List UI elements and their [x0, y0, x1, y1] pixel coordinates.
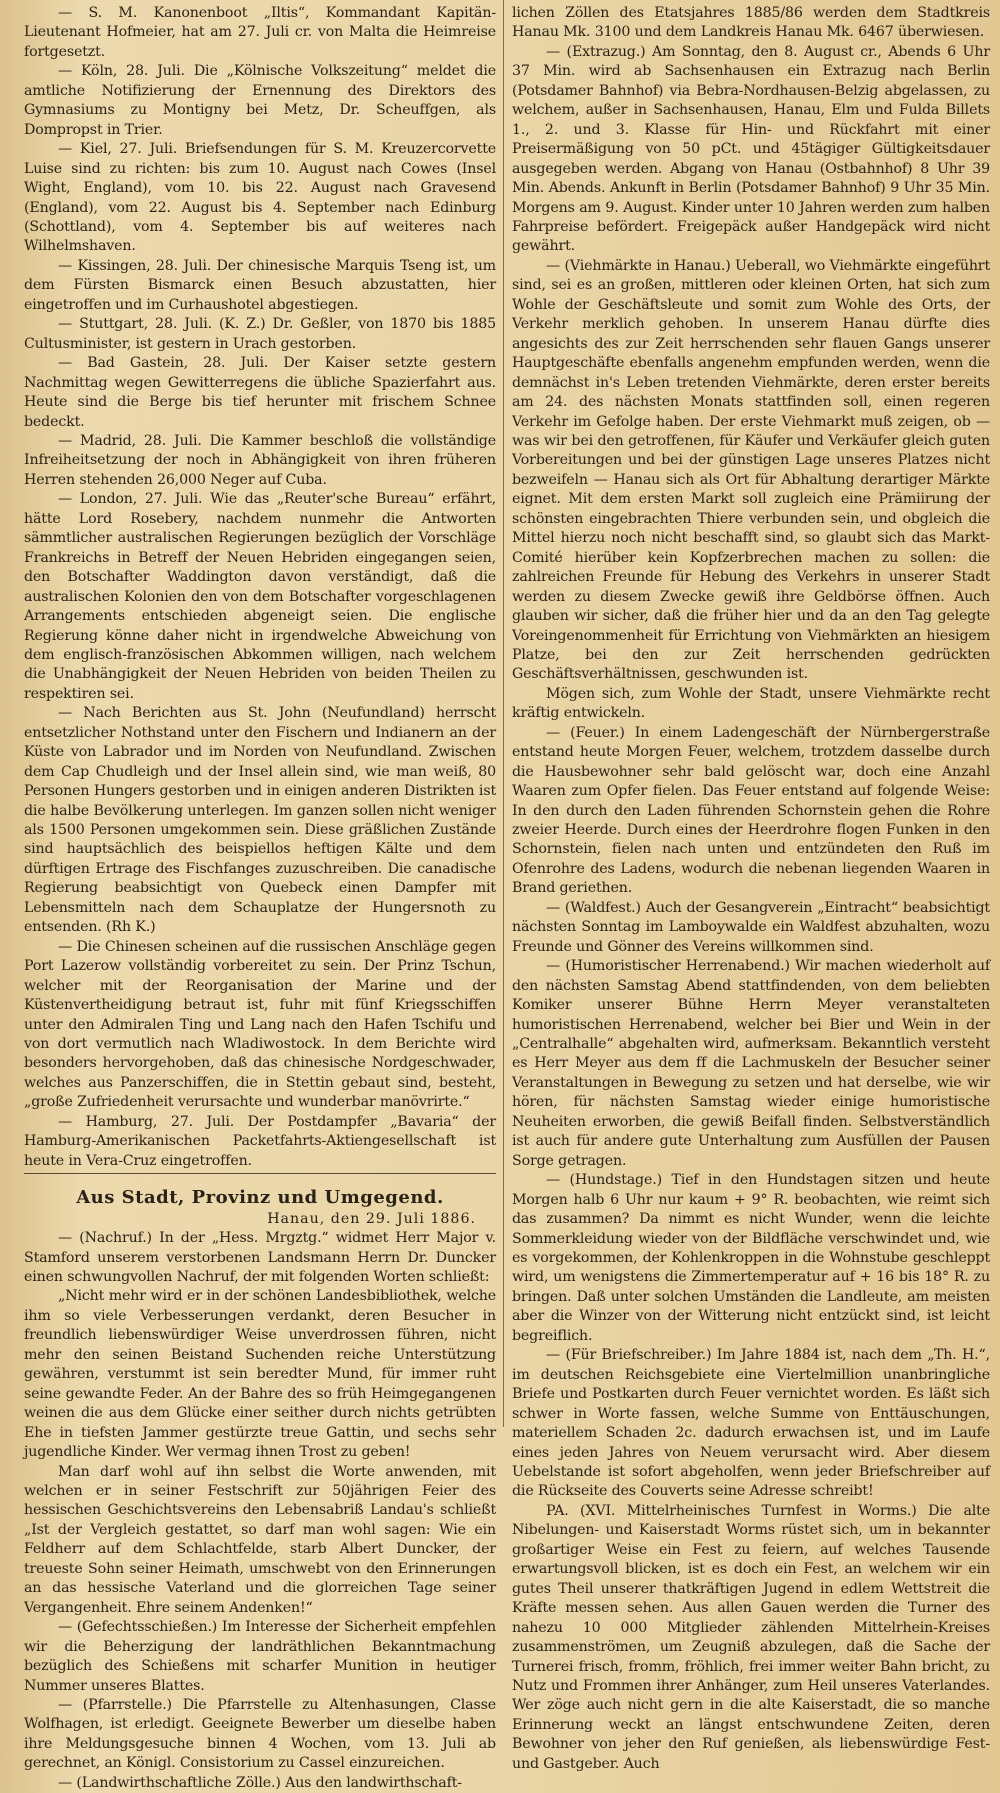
news-item: Mögen sich, zum Wohle der Stadt, unsere Viehmärkte recht kräftig entwickeln.	[512, 685, 990, 722]
news-item: — (Gefechtsschießen.) Im Interesse der Sicherheit empfehlen wir die Beherzigung der landräthlichen Bekanntmachung bezüglich des Schießens mit scharfer Munition in heutiger Nummer unseres Blattes.	[24, 1619, 496, 1694]
section-heading: Aus Stadt, Provinz und Umgegend.	[76, 1187, 444, 1209]
news-item: lichen Zöllen des Etatsjahres 1885/86 werden dem Stadtkreis Hanau Mk. 3100 und dem Landkreis Hanau Mk. 6467 überwiesen.	[512, 5, 990, 41]
news-item: — (Viehmärkte in Hanau.) Ueberall, wo Viehmärkte eingeführt sind, sei es an großen, mittleren oder kleinen Orten, hat sich zum Wohle der Geschäftsleute und somit zum Wohle des Orts, der Verkehr merklich gehoben. In unserem Hanau dürfte dies angesichts des zur Zeit herrschenden sehr flauen Gangs unserer Hauptgeschäfte ebenfalls angenehm empfunden werden, wenn die demnächst in's Leben tretenden Viehmärkte, deren erster bereits am 24. des nächsten Monats stattfinden soll, einen regeren Verkehr im Gefolge haben. Der erste Viehmarkt muß zeigen, ob — was wir bei den getroffenen, für Käufer und Verkäufer gleich guten Vorbereitungen und bei der günstigen Lage unseres Platzes nicht bezweifeln — Hanau sich als Ort für Abhaltung derartiger Märkte eignet. Mit dem ersten Markt soll zugleich eine Prämiirung der schönsten eingebrachten Thiere verbunden sein, und obgleich die Mittel hierzu noch nicht beschafft sind, so glaubt sich das Markt-Comité hierüber kein Kopfzerbrechen machen zu sollen: die zahlreichen Freunde für Hebung des Verkehrs in unserer Stadt werden zu diesem Zwecke gewiß ihre Geldbörse öffnen. Auch glauben wir sicher, daß die früher hier und da an den Tag gelegte Voreingenommenheit für Errichtung von Viehmärkten an hiesigem Platze, bei den zur Zeit herrschenden gedrückten Geschäftsverhältnissen, geschwunden ist.	[512, 257, 990, 683]
news-item: — Bad Gastein, 28. Juli. Der Kaiser setzte gestern Nachmittag wegen Gewitterregens die übliche Spazierfahrt aus. Heute sind die Berge bis tief herunter mit frischem Schnee bedeckt.	[24, 355, 496, 430]
news-item: — S. M. Kanonenboot „Iltis“, Kommandant Kapitän-Lieutenant Hofmeier, hat am 27. Juli cr. von Malta die Heimreise fortgesetzt.	[24, 5, 496, 60]
news-item: — Kiel, 27. Juli. Briefsendungen für S. M. Kreuzercorvette Luise sind zu richten: bis zum 10. August nach Cowes (Insel Wight, England), vom 10. bis 22. August nach Gravesend (England), vom 22. August bis 4. September nach Edinburg (Schottland), vom 4. September bis auf weiteres nach Wilhelmshaven.	[24, 141, 496, 255]
news-item: — (Feuer.) In einem Ladengeschäft der Nürnbergerstraße entstand heute Morgen Feuer, welchem, trotzdem dasselbe durch die Hausbewohner sehr bald gelöscht war, doch eine Anzahl Waaren zum Opfer fielen. Das Feuer entstand auf folgende Weise: In den durch den Laden führenden Schornstein gehen die Rohre zweier Heerde. Durch eines der Heerdrohre flogen Funken in den Schornstein, fielen nach unten und entzündeten den Ruß im Ofenrohre des Ladens, wodurch die nebenan liegenden Waaren in Brand geriethen.	[512, 724, 990, 897]
news-item: — (Pfarrstelle.) Die Pfarrstelle zu Altenhasungen, Classe Wolfhagen, ist erledigt. Geeignete Bewerber um dieselbe haben ihre Meldungsgesuche binnen 4 Wochen, vom 13. Juli ab gerechnet, an Königl. Consistorium zu Cassel einzureichen.	[24, 1696, 496, 1772]
news-item: — (Für Briefschreiber.) Im Jahre 1884 ist, nach dem „Th. H.“, im deutschen Reichsgebiete eine Viertelmillion unanbringliche Briefe und Postkarten durch Feuer vernichtet worden. Es läßt sich schwer in Worte fassen, welche Summe von Enttäuschungen, materiellem Schaden 2c. dadurch erwachsen ist, und im Laufe eines jeden Jahres von Neuem verursacht wird. Aber diesem Uebelstande ist sofort abgeholfen, wenn jeder Briefschreiber auf die Rückseite des Couverts seine Adresse schreibt!	[512, 1347, 990, 1500]
news-item: „Nicht mehr wird er in der schönen Landesbibliothek, welche ihm so viele Verbesserungen verdankt, deren Besucher in freundlich liebenswürdiger Weise unverdrossen führen, nicht mehr den seinen Beistand Suchenden reiche Unterstützung gewähren, verstummt ist sein beredter Mund, für immer ruht seine gewandte Feder. An der Bahre des so früh Heimgegangenen weinen die aus dem Glücke einer seither durch nichts getrübten Ehe in tiefsten Jammer gestürzte treue Gattin, und sechs sehr jugendliche Kinder. Wer vermag ihnen Trost zu geben!	[24, 1288, 496, 1461]
news-item: — London, 27. Juli. Wie das „Reuter'sche Bureau“ erfährt, hätte Lord Rosebery, nachdem nunmehr die Antworten sämmtlicher australischen Regierungen bezüglich der Vorschläge Frankreichs in Betreff der Neuen Hebriden eingegangen seien, den Botschafter Waddington davon verständigt, daß die australischen Kolonien den von dem Botschafter vorgeschlagenen Arrangements entschieden abgeneigt seien. Die englische Regierung könne daher nicht in irgendwelche Abweichung von dem englisch-französischen Abkommen willigen, nach welchem die Unabhängigkeit der Neuen Hebriden von beiden Theilen zu respektiren sei.	[24, 491, 496, 702]
section-rule	[24, 1173, 496, 1174]
news-item: — Hamburg, 27. Juli. Der Postdampfer „Bavaria“ der Hamburg-Amerikanischen Packetfahrts-Aktiengesellschaft ist heute in Vera-Cruz eingetroffen.	[24, 1113, 496, 1169]
column-divider	[503, 0, 504, 1427]
dateline: Hanau, den 29. Juli 1886.	[267, 1210, 476, 1227]
news-item: — (Waldfest.) Auch der Gesangverein „Eintracht“ beabsichtigt nächsten Sonntag im Lamboywalde ein Waldfest abzuhalten, wozu Freunde und Gönner des Vereins willkommen sind.	[512, 899, 990, 955]
right-column	[512, 4, 990, 1774]
news-item: — (Extrazug.) Am Sonntag, den 8. August cr., Abends 6 Uhr 37 Min. wird ab Sachsenhausen ein Extrazug nach Berlin (Potsdamer Bahnhof) via Bebra-Nordhausen-Belzig abgelassen, zu welchem, außer in Sachsenhausen, Hanau, Elm und Fulda Billets 1., 2. und 3. Klasse für Hin- und Rückfahrt mit einer Preisermäßigung von 50 pCt. und 45tägiger Gültigkeitsdauer ausgegeben werden. Abgang von Hanau (Ostbahnhof) 8 Uhr 39 Min. Abends. Ankunft in Berlin (Potsdamer Bahnhof) 9 Uhr 35 Min. Morgens am 9. August. Kinder unter 10 Jahren werden zum halben Fahrpreise befördert. Freigepäck außer Handgepäck wird nicht gewährt.	[512, 43, 990, 255]
news-item: Man darf wohl auf ihn selbst die Worte anwenden, mit welchen er in seiner Festschrift zur 50jährigen Feier des hessischen Geschichtsvereins den Lebensabriß Landau's schließt „Ist der Vergleich gestattet, so darf man wohl sagen: Wie ein Feldherr auf dem Schlachtfelde, starb Albert Duncker, der treueste Sohn seiner Heimath, umschwebt von den Erinnerungen an das hessische Vaterland und die glorreichen Tage seiner Vergangenheit. Ehre seinem Andenken!“	[24, 1463, 496, 1616]
news-item: — Köln, 28. Juli. Die „Kölnische Volkszeitung“ meldet die amtliche Notifizierung der Ernennung des Direktors des Gymnasiums zu Montigny bei Metz, Dr. Scheuffgen, als Dompropst in Trier.	[24, 63, 496, 138]
news-item: PA. (XVI. Mittelrheinisches Turnfest in Worms.) Die alte Nibelungen- und Kaiserstadt Worms rüstet sich, um in bekannter großartiger Weise ein Fest zu feiern, auf welches Tausende erwartungsvoll blicken, ist es doch ein Fest, an welchem wir ein gutes Theil unserer thatkräftigen Jugend in edlem Wettstreit die Kräfte messen sehen. Aus allen Gauen werden die Turner des nahezu 10 000 Mitglieder zählenden Mittelrhein-Kreises zusammenströmen, um Zeugniß abzulegen, daß die Sache der Turnerei frisch, fromm, fröhlich, frei immer weiter Bahn bricht, zu Nutz und Frommen ihrer Anhänger, zum Heil unseres Vaterlandes. Wer zöge auch nicht gern in die alte Kaiserstadt, die so manche Erinnerung weckt an längst entschwundene Zeiten, deren Bewohner von jeher den Ruf genießen, als liebenswürdige Fest- und Gastgeber. Auch	[512, 1502, 990, 1772]
left-column	[24, 4, 496, 1793]
news-item: — (Landwirthschaftliche Zölle.) Aus den landwirthschaft-	[58, 1774, 462, 1791]
news-item: — Madrid, 28. Juli. Die Kammer beschloß die vollständige Infreiheitsetzung der noch in Abhängigkeit von ihren früheren Herren stehenden 26,000 Neger auf Cuba.	[24, 432, 496, 488]
news-item: — Nach Berichten aus St. John (Neufundland) herrscht entsetzlicher Nothstand unter den Fischern und Indianern an der Küste von Labrador und im Norden von Neufundland. Zwischen dem Cap Chudleigh und der Insel allein sind, wie man weiß, 80 Personen Hungers gestorben und in einigen anderen Distrikten ist die halbe Bevölkerung unterlegen. Im ganzen sollen nicht weniger als 1500 Personen umgekommen sein. Diese gräßlichen Zustände sind hauptsächlich des beispiellos heftigen Kälte und dem dürftigen Ertrage des Fischfanges zuzuschreiben. Die canadische Regierung beabsichtigt von Quebeck einen Dampfer mit Lebensmitteln nach dem Schauplatze der Hungersnoth zu entsenden. (Rh K.)	[24, 705, 496, 936]
news-item: — Stuttgart, 28. Juli. (K. Z.) Dr. Geßler, von 1870 bis 1885 Cultusminister, ist gestern in Urach gestorben.	[24, 316, 496, 352]
news-item: — Kissingen, 28. Juli. Der chinesische Marquis Tseng ist, um dem Fürsten Bismarck einen Besuch abzustatten, hier eingetroffen und im Curhaushotel abgestiegen.	[24, 257, 496, 313]
news-item: — (Hundstage.) Tief in den Hundstagen sitzen und heute Morgen halb 6 Uhr nur kaum + 9° R. beobachten, wie reimt sich das zusammen? Da nimmt es nicht Wunder, wenn die leichte Sommerkleidung wieder von der Bildfläche verschwindet und, wie es vorgekommen, der Kohlenkroppen in die Wohnstube geschleppt wird, um wenigstens die Zimmertemperatur auf + 16 bis 18° R. zu bringen. Daß unter solchen Umständen die Landleute, am meisten aber die Winzer von der Witterung nicht entzückt sind, ist leicht begreiflich.	[512, 1172, 990, 1344]
news-item: — (Humoristischer Herrenabend.) Wir machen wiederholt auf den nächsten Samstag Abend stattfindenden, von dem beliebten Komiker unserer Bühne Herrn Meyer veranstalteten humoristischen Herrenabend, welcher bei Bier und Wein in der „Centralhalle“ abgehalten wird, aufmerksam. Bekanntlich versteht es Herr Meyer aus dem ff die Lachmuskeln der Besucher seiner Veranstaltungen in Bewegung zu setzen und hat derselbe, wie wir hören, für nächsten Samstag wieder einige humoristische Neuheiten erworben, die gewiß Beifall finden. Selbstverständlich ist auch für andere gute Unterhaltung zum Ausfüllen der Pausen Sorge getragen.	[512, 958, 990, 1169]
news-item: — Die Chinesen scheinen auf die russischen Anschläge gegen Port Lazerow vollständig vorbereitet zu sein. Der Prinz Tschun, welcher mit der Reorganisation der Marine und der Küstenvertheidigung betraut ist, fuhr mit fünf Kriegsschiffen unter den Admiralen Ting und Lang nach den Hafen Tschifu und von dort vermutlich nach Wladiwostock. In dem Berichte wird besonders hervorgehoben, daß das chinesische Nordgeschwader, welches aus Panzerschiffen, die in Stettin gebaut sind, besteht, „große Zufriedenheit verursachte und wunderbar manövrirte.“	[24, 938, 496, 1111]
news-item: — (Nachruf.) In der „Hess. Mrgztg.“ widmet Herr Major v. Stamford unserem verstorbenen Landsmann Herrn Dr. Duncker einen schwungvollen Nachruf, der mit folgenden Worten schließt:	[24, 1230, 496, 1285]
